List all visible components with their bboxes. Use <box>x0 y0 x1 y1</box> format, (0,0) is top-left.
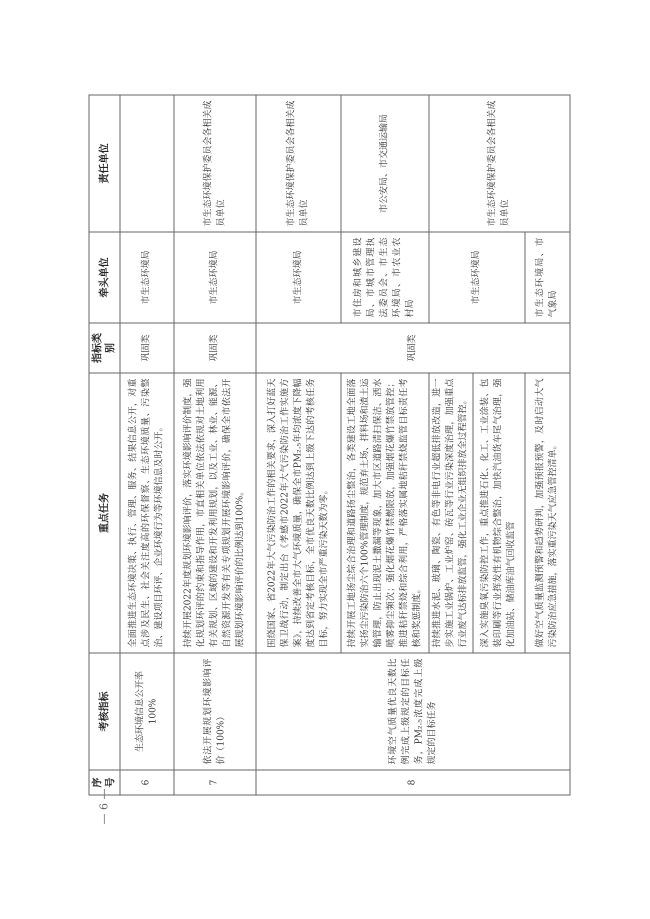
row-responsible: 市生态环境保护委员会各相关成员单位 <box>256 95 341 232</box>
row-task: 持续开展工地扬尘综合治理和道路扬尘整治，各类建设工地全面落实扬尘污染防治六个100%管理制度，规范弃土场、拌料场和渣土运输管理，防止出现泥土撒漏等现象，加大市区道路清扫保洁、洒水喷雾抑尘频次；强化烟花爆竹禁燃限放，加强烟花爆竹禁放管控；推进秸秆禁烧和综合利用，严格落实属地秸秆禁烧监管目标责任考核和奖惩制度。 <box>341 373 429 653</box>
row-indicator: 生态环境信息公开率100% <box>120 653 174 770</box>
header-row <box>89 95 120 795</box>
row-lead: 市生态环境局 <box>256 232 341 323</box>
row-task: 做好空气质量监测预警和趋势研判，加强预报预警，及时启动大气污染防治应急措施，落实重污染天气应急管控清单。 <box>525 373 570 653</box>
row-task: 持续开展2022年度规划环境影响评价，落实环境影响评价制度，强化规划环评的约束和指导作用，市直相关单位依法依规对土地利用有关规划、区域的建设和开发利用规划，以及工业、林业、能源、自然资源开发等有关专项规划开展环境影响评价，确保全市依法开展规划环境影响评价的比例达到100%。 <box>174 373 256 653</box>
row-lead: 市生态环境局 <box>174 232 256 323</box>
rotated-table-page <box>88 95 567 795</box>
row-indicator: 依法开展规划环境影响评价（100%） <box>174 653 256 770</box>
row-no: 7 <box>174 770 256 795</box>
row-no: 8 <box>256 770 570 795</box>
row-task: 全面推进生态环境决策、执行、管理、服务、结果信息公开，对重点涉及民生、社会关注度高的环保督察、生态环境质量、污染整治、建设项目环评、企业环境行为等环境信息及时公开。 <box>120 373 174 653</box>
table-row <box>174 95 256 795</box>
row-responsible: 市生态环境保护委员会各相关成员单位 <box>174 95 256 232</box>
row-task: 围绕国家、省2022年大气污染防治工作的相关要求，深入打好蓝天保卫战行动，制定出台《孝感市2022年大气污染防治工作实施方案》，持续改善全市大气环境质量，确保全市PM₂.₅年均浓度下降幅度达到省定考核目标，全市优良天数比例达到上级下达的考核任务目标，努力实现全市严重污染天数为零。 <box>256 373 341 653</box>
header-lead: 牵头单位 <box>89 232 120 323</box>
row-responsible: 市公安局、市交通运输局 <box>341 95 429 232</box>
row-responsible: 市生态环境保护委员会各相关成员单位 <box>429 95 570 232</box>
row-lead: 市生态环境局 <box>120 232 174 323</box>
table-row <box>256 95 341 795</box>
header-task: 重点任务 <box>89 373 120 653</box>
header-indicator: 考核指标 <box>89 653 120 770</box>
row-lead: 市生态环境局、市气象局 <box>525 232 570 323</box>
header-responsible: 责任单位 <box>89 95 120 232</box>
assessment-table <box>88 94 570 795</box>
row-task: 深入实施臭氧污染防控工作，重点推进石化、化工、工业涂装、包装印刷等行业挥发性有机物综合整治，加快汽油货车尾气治理，强化加油站、储油库油气回收监管 <box>473 373 525 653</box>
header-category: 指标类别 <box>89 323 120 373</box>
row-task: 持续推进水泥、玻璃、陶瓷、有色等非电行业超低排放改造，进一步实施工业锅炉、工业炉窑、砖瓦等行业污染深度治理，加强重点行业废气达标排放监管，强化工业企业无组织排放全过程管控。 <box>429 373 473 653</box>
row-category: 巩固类 <box>120 323 174 373</box>
row-responsible <box>120 95 174 232</box>
row-lead: 市生态环境局 <box>429 232 525 323</box>
row-no: 6 <box>120 770 174 795</box>
header-no: 序号 <box>89 770 120 795</box>
row-category: 巩固类 <box>174 323 256 373</box>
row-indicator: 环境空气质量优良天数比例完成上级规定的目标任务，PM₂.₅浓度完成上级规定的目标任务 <box>256 653 570 770</box>
row-lead: 市住房和城乡建设局、市城市管理执法委员会、市生态环境局、市农业农村局 <box>341 232 429 323</box>
page-number: — 6 — <box>97 788 111 825</box>
table-row <box>120 95 174 795</box>
row-category: 巩固类 <box>256 323 570 373</box>
